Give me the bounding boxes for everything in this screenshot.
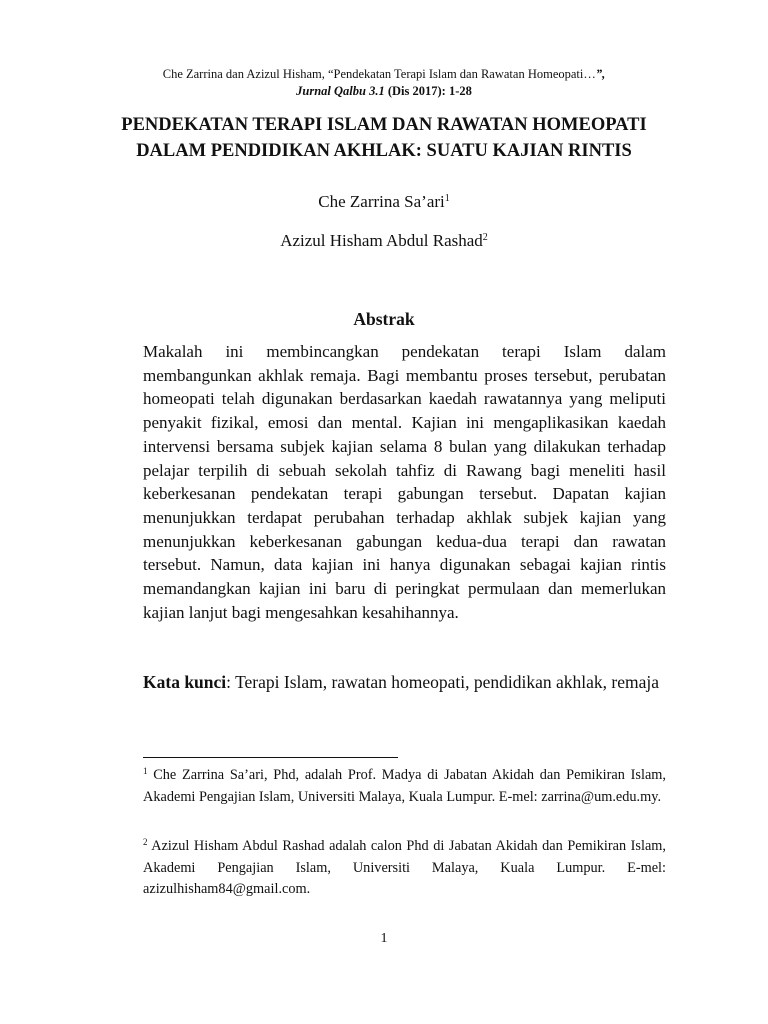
abstract-body: Makalah ini membincangkan pendekatan terapi Islam dalam membangunkan akhlak remaja. Bagi membantu proses tersebut, perubatan homeopati telah digunakan berdasarkan kaedah rawatannya yang meliputi penyakit fizikal, emosi dan mental. Kajian ini mengaplikasikan kaedah intervensi bersama subjek kajian selama 8 bulan yang dilakukan terhadap pelajar terpilih di sebuah sekolah tahfiz di Rawang bagi meneliti hasil keberkesanan pendekatan terapi gabungan tersebut. Dapatan kajian menunjukkan terdapat perubahan terhadap akhlak subjek kajian yang menunjukkan keberkesanan gabungan kedua-dua terapi dan rawatan tersebut. Namun, data kajian ini hanya digunakan sebagai kajian rintis memandangkan kajian ini baru di peringkat permulaan dan memerlukan kajian lanjut bagi mengesahkan kesahihannya. (143, 342, 666, 622)
footnote-text: Che Zarrina Sa’ari, Phd, adalah Prof. Madya di Jabatan Akidah dan Pemikiran Islam, Akademi Pengajian Islam, Universiti Malaya, Kuala Lumpur. E-mel: zarrina@um.edu.my. (143, 767, 666, 805)
footnote-1 (143, 765, 666, 808)
running-head (90, 66, 678, 100)
keywords (143, 670, 666, 695)
footnote-divider (143, 757, 398, 758)
author-1 (0, 192, 768, 212)
abstract-heading: Abstrak (353, 309, 415, 329)
journal-issue: (Dis 2017): 1-28 (387, 84, 472, 98)
author-name: Azizul Hisham Abdul Rashad (280, 231, 483, 250)
footnote-2 (143, 836, 666, 901)
keywords-text: : Terapi Islam, rawatan homeopati, pendidikan akhlak, remaja (226, 672, 660, 692)
footnote-mark: 1 (143, 766, 148, 776)
author-name: Che Zarrina Sa’ari (318, 192, 445, 211)
author-footnote-mark[interactable]: 1 (444, 193, 450, 204)
page-number: 1 (380, 931, 388, 946)
footnote-text: Azizul Hisham Abdul Rashad adalah calon Phd di Jabatan Akidah dan Pemikiran Islam, Akademi Pengajian Islam, Universiti Malaya, Kuala Lumpur. E-mel: azizulhisham84@gmail.com. (143, 838, 666, 897)
paper-title: PENDEKATAN TERAPI ISLAM DAN RAWATAN HOMEOPATI DALAM PENDIDIKAN AKHLAK: SUATU KAJIAN RINTIS (121, 115, 647, 161)
running-head-citation: Che Zarrina dan Azizul Hisham, “Pendekatan Terapi Islam dan Rawatan Homeopati… (162, 67, 596, 81)
journal-title: Jurnal Qalbu 3.1 (296, 84, 385, 98)
footnote-mark: 2 (143, 837, 148, 847)
keywords-label: Kata kunci (143, 672, 227, 692)
running-head-quote-close: ”, (595, 67, 606, 81)
author-footnote-mark[interactable]: 2 (482, 232, 488, 243)
author-2 (0, 231, 768, 251)
